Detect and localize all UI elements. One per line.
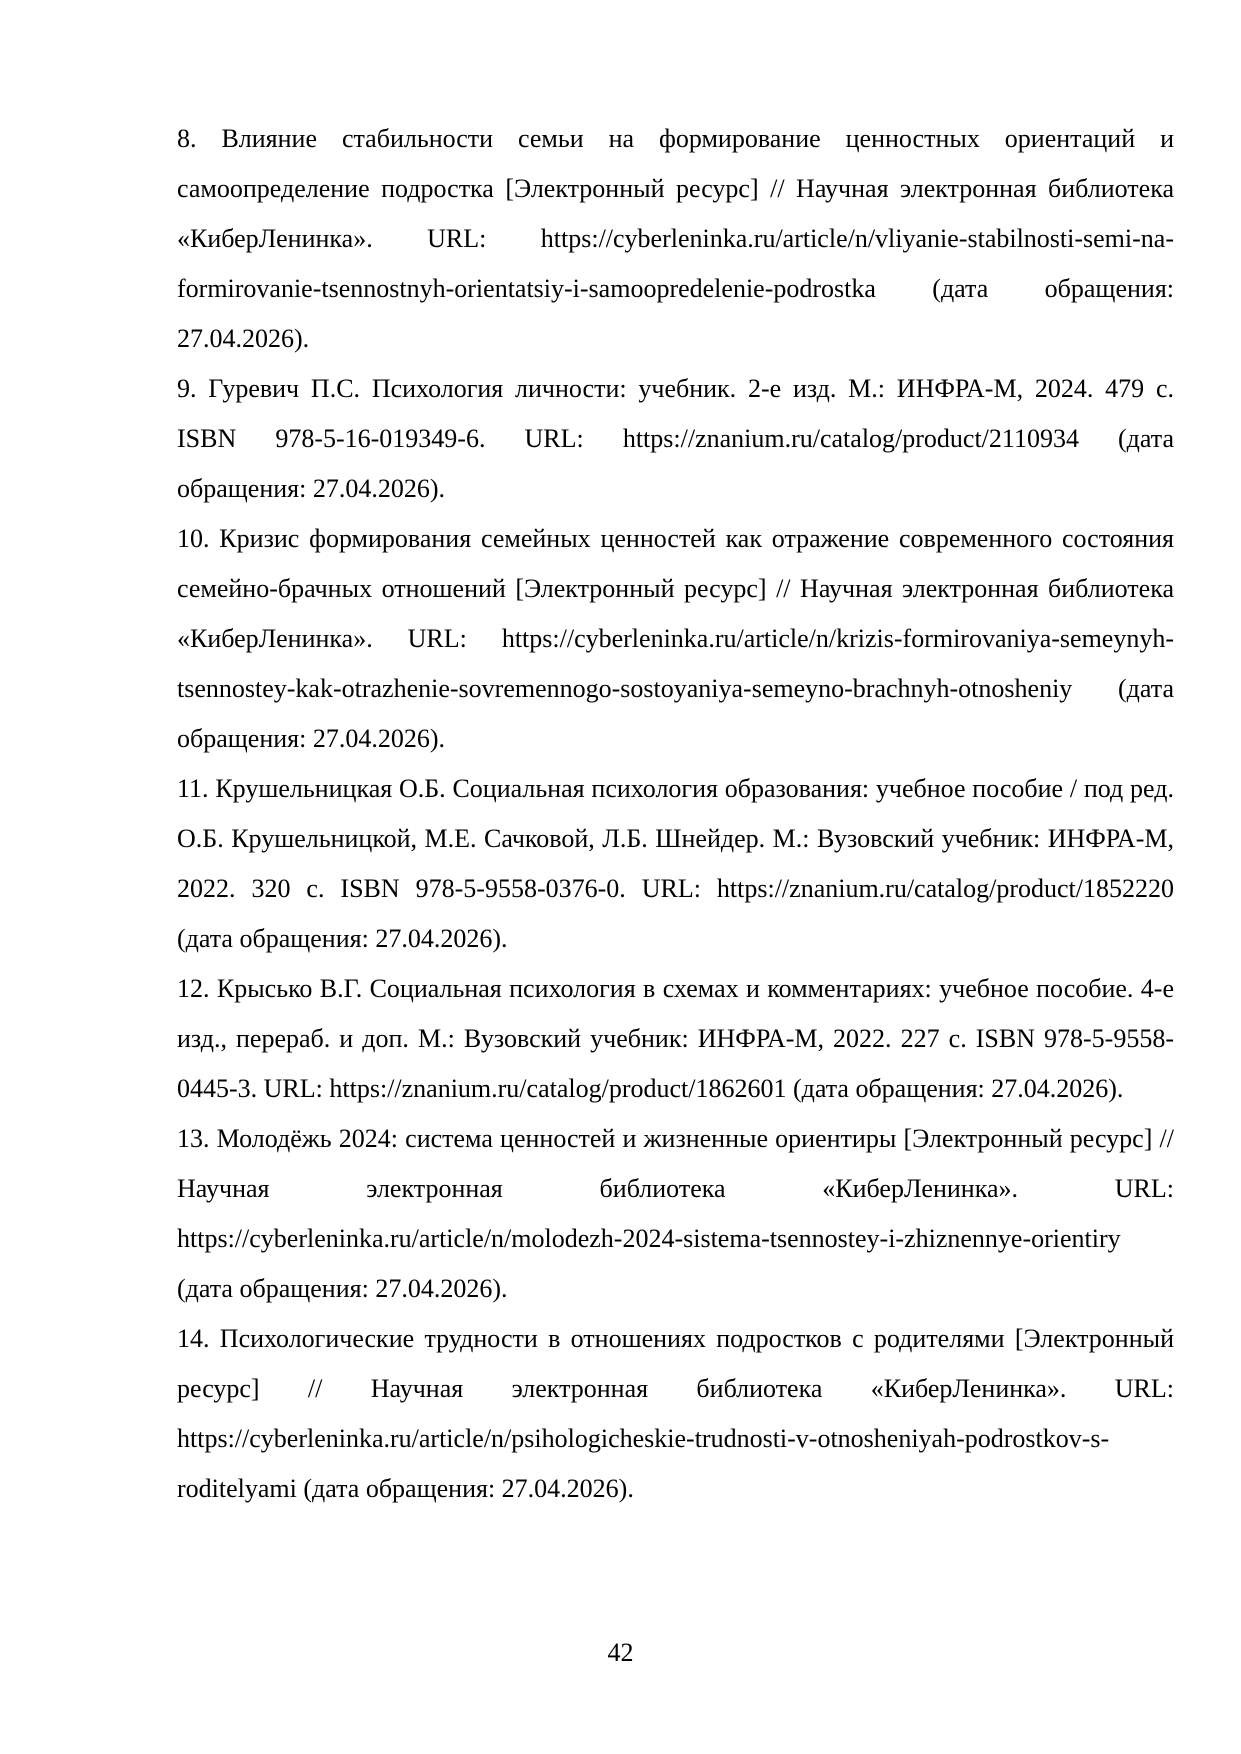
- reference-item-10: 10. Кризис формирования семейных ценностей как отражение современного состояния семейно-брачных отношений [Электронный ресурс] // Научная электронная библиотека «КиберЛенинка». URL: https://cyberleninka.ru/article/n/krizis-formirovaniya-semeynyh-tsennostey-kak-otrazhenie-sovremennogo-sostoyaniya-semeyno-brachnyh-otnosheniy (дата обращения: 27.04.2026).: [177, 524, 1174, 753]
- reference-item-8: 8. Влияние стабильности семьи на формирование ценностных ориентаций и самоопределение подростка [Электронный ресурс] // Научная электронная библиотека «КиберЛенинка». URL: https://cyberleninka.ru/article/n/vliyanie-stabilnosti-semi-na-formirovanie-tsennostnyh-orientatsiy-i-samoopredelenie-podrostka (дата обращения: 27.04.2026).: [177, 124, 1174, 353]
- reference-item-11: 11. Крушельницкая О.Б. Социальная психология образования: учебное пособие / под ред. О.Б. Крушельницкой, М.Е. Сачковой, Л.Б. Шнейдер. М.: Вузовский учебник: ИНФРА-М, 2022. 320 с. ISBN 978-5-9558-0376-0. URL: https://znanium.ru/catalog/product/1852220 (дата обращения: 27.04.2026).: [177, 774, 1174, 953]
- reference-list: [177, 114, 1174, 1514]
- page-number: 42: [607, 1638, 634, 1667]
- reference-item-13: 13. Молодёжь 2024: система ценностей и жизненные ориентиры [Электронный ресурс] // Научная электронная библиотека «КиберЛенинка». URL: https://cyberleninka.ru/article/n/molodezh-2024-sistema-tsennostey-i-zhiznennye-orientiry (дата обращения: 27.04.2026).: [177, 1124, 1174, 1303]
- reference-item-12: 12. Крысько В.Г. Социальная психология в схемах и комментариях: учебное пособие. 4-е изд., перераб. и доп. М.: Вузовский учебник: ИНФРА-М, 2022. 227 с. ISBN 978-5-9558-0445-3. URL: https://znanium.ru/catalog/product/1862601 (дата обращения: 27.04.2026).: [177, 974, 1174, 1103]
- reference-item-9: 9. Гуревич П.С. Психология личности: учебник. 2-е изд. М.: ИНФРА-М, 2024. 479 с. ISBN 978-5-16-019349-6. URL: https://znanium.ru/catalog/product/2110934 (дата обращения: 27.04.2026).: [177, 374, 1174, 503]
- reference-item-14: 14. Психологические трудности в отношениях подростков с родителями [Электронный ресурс] // Научная электронная библиотека «КиберЛенинка». URL: https://cyberleninka.ru/article/n/psihologicheskie-trudnosti-v-otnosheniyah-podrostkov-s-roditelyami (дата обращения: 27.04.2026).: [177, 1324, 1174, 1503]
